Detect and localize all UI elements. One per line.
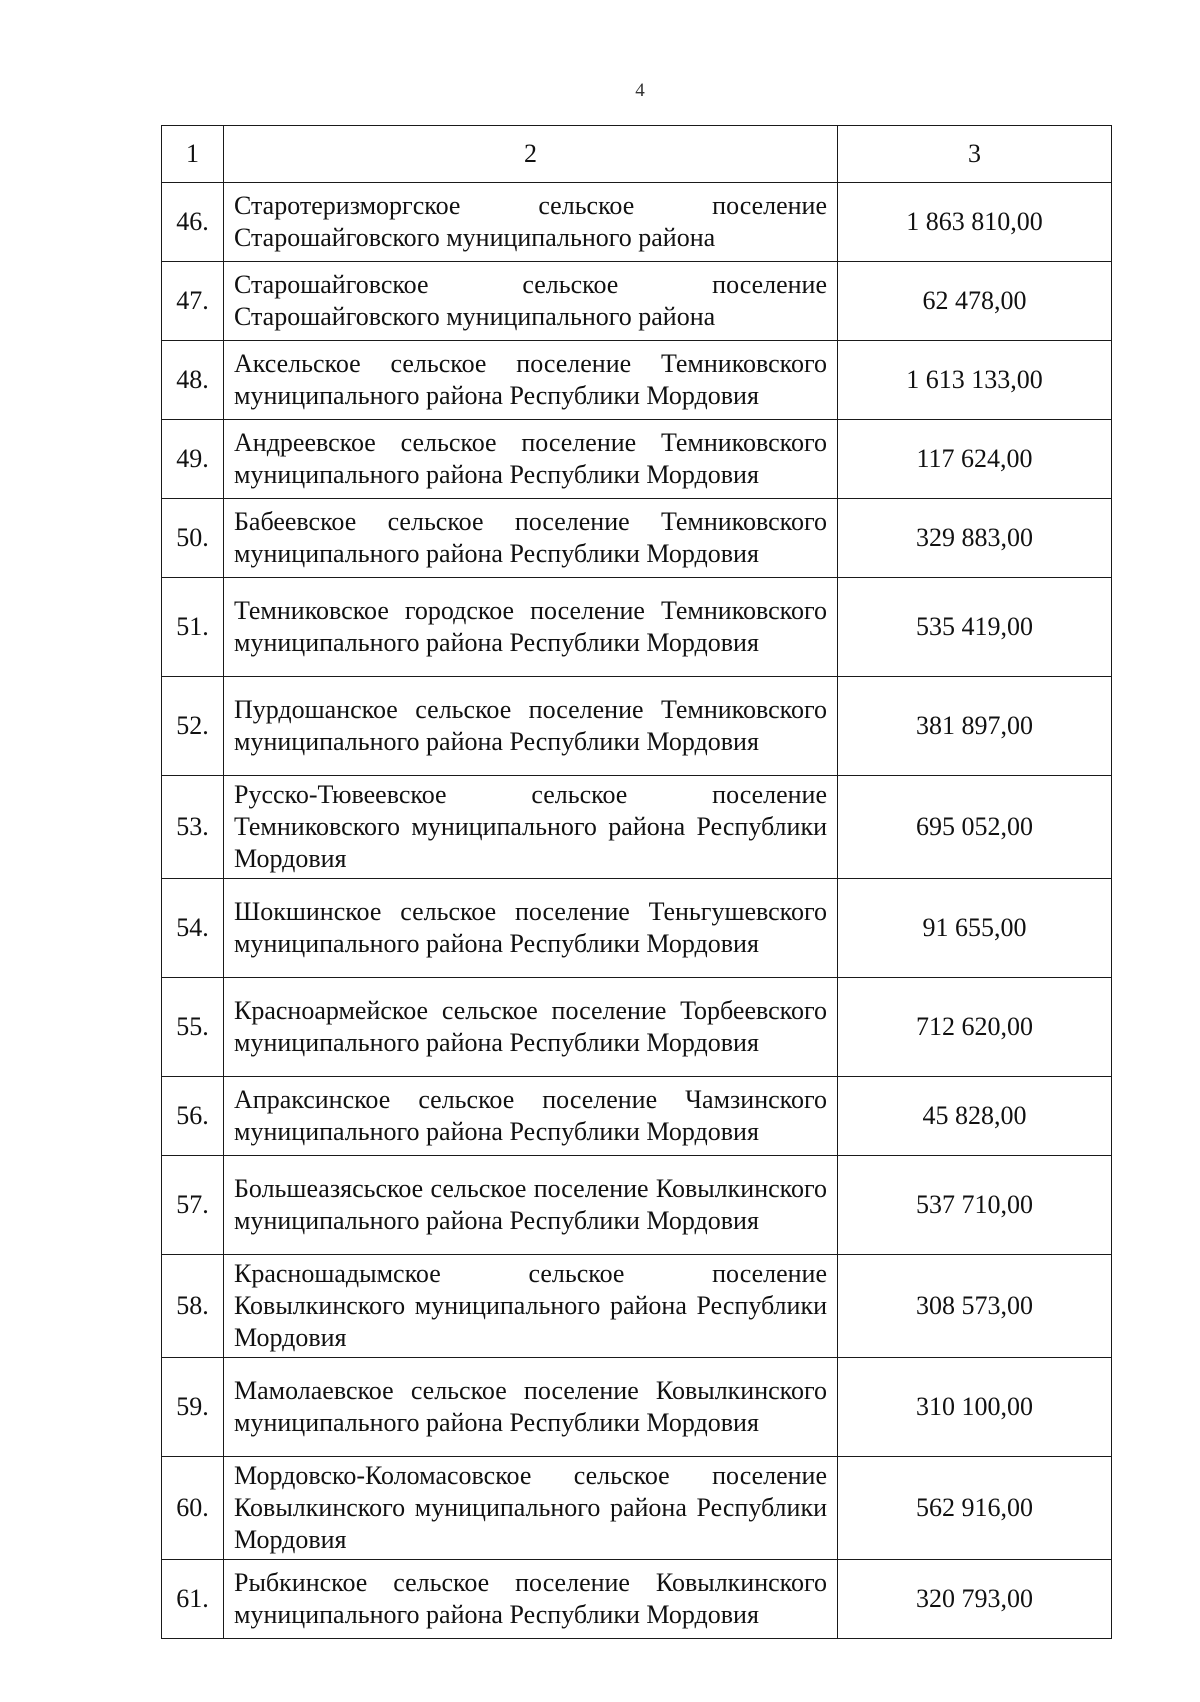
row-number-cell: 60. <box>162 1457 224 1560</box>
amount-cell: 535 419,00 <box>838 578 1112 677</box>
settlement-name-cell: Мордовско-Коломасовское сельское поселение Ковылкинского муниципального района Республики Мордовия <box>224 1457 838 1560</box>
settlement-name-cell: Красноармейское сельское поселение Торбеевского муниципального района Республики Мордовия <box>224 978 838 1077</box>
table-row <box>162 1156 1112 1255</box>
settlement-name-cell: Русско-Тювеевское сельское поселение Темниковского муниципального района Республики Мордовия <box>224 776 838 879</box>
table-row <box>162 879 1112 978</box>
amount-cell: 1 863 810,00 <box>838 183 1112 262</box>
table-row <box>162 341 1112 420</box>
allocation-table <box>161 125 1112 1639</box>
table-row <box>162 1560 1112 1639</box>
row-number-cell: 46. <box>162 183 224 262</box>
amount-cell: 695 052,00 <box>838 776 1112 879</box>
row-number-cell: 54. <box>162 879 224 978</box>
row-number-cell: 52. <box>162 677 224 776</box>
amount-cell: 537 710,00 <box>838 1156 1112 1255</box>
amount-cell: 62 478,00 <box>838 262 1112 341</box>
settlement-name-cell: Аксельское сельское поселение Темниковского муниципального района Республики Мордовия <box>224 341 838 420</box>
table-row <box>162 978 1112 1077</box>
settlement-name-cell: Большеазясьское сельское поселение Ковылкинского муниципального района Республики Мордовия <box>224 1156 838 1255</box>
amount-cell: 562 916,00 <box>838 1457 1112 1560</box>
settlement-name-cell: Пурдошанское сельское поселение Темниковского муниципального района Республики Мордовия <box>224 677 838 776</box>
row-number-cell: 55. <box>162 978 224 1077</box>
settlement-name-cell: Старошайговское сельское поселение Старошайговского муниципального района <box>224 262 838 341</box>
settlement-name-cell: Рыбкинское сельское поселение Ковылкинского муниципального района Республики Мордовия <box>224 1560 838 1639</box>
row-number-cell: 57. <box>162 1156 224 1255</box>
column-header-2: 2 <box>224 126 838 183</box>
row-number-cell: 51. <box>162 578 224 677</box>
settlement-name-cell: Мамолаевское сельское поселение Ковылкинского муниципального района Республики Мордовия <box>224 1358 838 1457</box>
row-number-cell: 47. <box>162 262 224 341</box>
column-header-1: 1 <box>162 126 224 183</box>
settlement-name-cell: Старотеризморгское сельское поселение Старошайговского муниципального района <box>224 183 838 262</box>
table-row <box>162 578 1112 677</box>
amount-cell: 117 624,00 <box>838 420 1112 499</box>
amount-cell: 1 613 133,00 <box>838 341 1112 420</box>
table-row <box>162 1457 1112 1560</box>
amount-cell: 91 655,00 <box>838 879 1112 978</box>
amount-cell: 45 828,00 <box>838 1077 1112 1156</box>
settlement-name-cell: Андреевское сельское поселение Темниковского муниципального района Республики Мордовия <box>224 420 838 499</box>
settlement-name-cell: Бабеевское сельское поселение Темниковского муниципального района Республики Мордовия <box>224 499 838 578</box>
row-number-cell: 59. <box>162 1358 224 1457</box>
table-row <box>162 677 1112 776</box>
amount-cell: 310 100,00 <box>838 1358 1112 1457</box>
table-row <box>162 1358 1112 1457</box>
settlement-name-cell: Шокшинское сельское поселение Теньгушевского муниципального района Республики Мордовия <box>224 879 838 978</box>
amount-cell: 329 883,00 <box>838 499 1112 578</box>
row-number-cell: 50. <box>162 499 224 578</box>
table-row <box>162 776 1112 879</box>
row-number-cell: 61. <box>162 1560 224 1639</box>
table-row <box>162 262 1112 341</box>
amount-cell: 308 573,00 <box>838 1255 1112 1358</box>
amount-cell: 712 620,00 <box>838 978 1112 1077</box>
settlement-name-cell: Апраксинское сельское поселение Чамзинского муниципального района Республики Мордовия <box>224 1077 838 1156</box>
row-number-cell: 48. <box>162 341 224 420</box>
row-number-cell: 58. <box>162 1255 224 1358</box>
column-header-3: 3 <box>838 126 1112 183</box>
table-row <box>162 420 1112 499</box>
table-row <box>162 1077 1112 1156</box>
page-number: 4 <box>635 80 645 101</box>
amount-cell: 320 793,00 <box>838 1560 1112 1639</box>
table-row <box>162 183 1112 262</box>
table-header-row <box>162 126 1112 183</box>
settlement-name-cell: Красношадымское сельское поселение Ковылкинского муниципального района Республики Мордовия <box>224 1255 838 1358</box>
table-row <box>162 1255 1112 1358</box>
table-body <box>162 183 1112 1639</box>
table-row <box>162 499 1112 578</box>
row-number-cell: 49. <box>162 420 224 499</box>
row-number-cell: 56. <box>162 1077 224 1156</box>
amount-cell: 381 897,00 <box>838 677 1112 776</box>
settlement-name-cell: Темниковское городское поселение Темниковского муниципального района Республики Мордовия <box>224 578 838 677</box>
row-number-cell: 53. <box>162 776 224 879</box>
